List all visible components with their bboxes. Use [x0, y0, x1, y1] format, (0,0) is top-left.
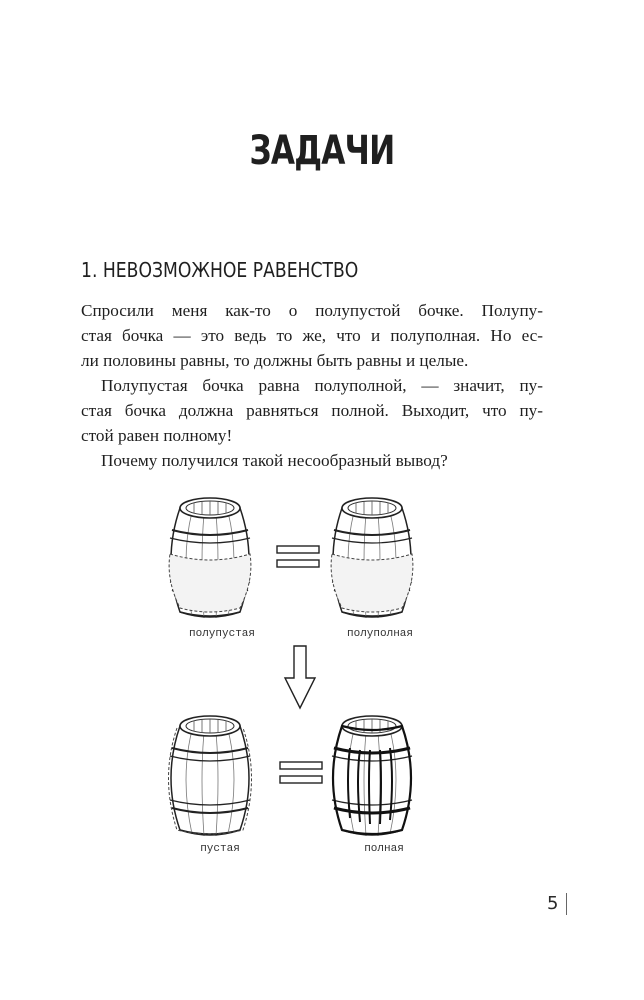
equals-icon [277, 546, 319, 567]
page-number-rule [566, 893, 567, 915]
caption-half-empty: полупустая [188, 628, 256, 640]
caption-full: полная [364, 843, 404, 855]
page-number: 5 [547, 893, 559, 914]
text-line: Почему получился такой несообразный вывод? [101, 451, 448, 470]
text-line: Полупустая бочка равна полуполной, — значит, пу- [101, 376, 543, 395]
barrel-half-empty [169, 498, 251, 618]
text-line: Спросили меня как-то о полупустой бочке. Полупу- [81, 301, 543, 320]
barrel-empty [169, 716, 252, 836]
section-heading: 1. НЕВОЗМОЖНОЕ РАВЕНСТВО [81, 258, 359, 282]
caption-empty: пустая [200, 843, 240, 855]
equals-icon [280, 762, 322, 783]
text-line: ли половины равны, то должны быть равны и целые. [81, 351, 469, 370]
barrel-illustration [160, 488, 445, 863]
problem-text [81, 298, 543, 473]
text-line: стая бочка — это ведь то же, что и полуполная. Но ес- [81, 326, 543, 345]
text-line: стая бочка должна равняться полной. Выходит, что пу- [81, 401, 543, 420]
barrel-full [332, 716, 412, 836]
caption-half-full: полуполная [346, 628, 414, 640]
barrel-half-full [331, 498, 413, 618]
text-line: стой равен полному! [81, 426, 233, 445]
page-title: ЗАДАЧИ [249, 128, 395, 174]
arrow-down-icon [285, 646, 315, 708]
